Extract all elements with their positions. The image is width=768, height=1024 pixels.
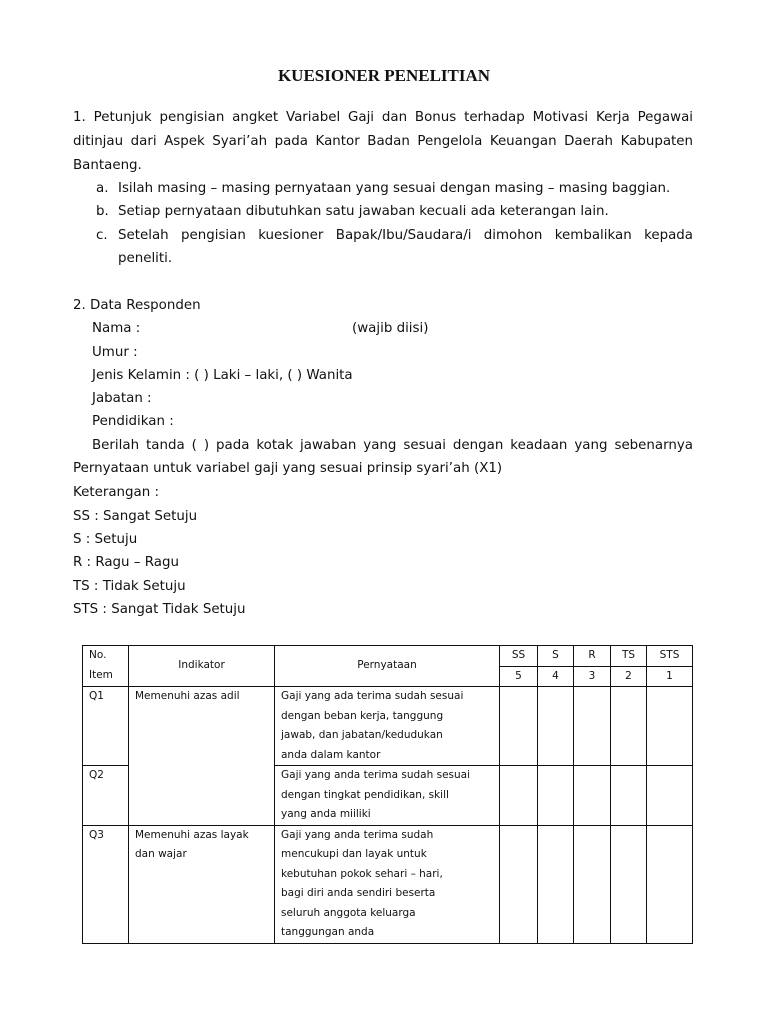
indicator-text: Memenuhi azas layak xyxy=(135,828,249,841)
statement-line: kebutuhan pokok sehari – hari, xyxy=(281,867,443,880)
indicator-text: dan wajar xyxy=(135,848,187,860)
document-title: KUESIONER PENELITIAN xyxy=(277,66,491,85)
header-indikator: Indikator xyxy=(129,646,275,687)
statement-line: bagi diri anda sendiri beserta xyxy=(281,887,436,899)
field-note-required: (wajib diisi) xyxy=(352,321,429,336)
table-row xyxy=(83,687,693,766)
legend-item: STS : Sangat Tidak Setuju xyxy=(73,602,246,617)
header-scale-score: 1 xyxy=(647,666,693,687)
field-label-jenis-kelamin: Jenis Kelamin : ( ) Laki – laki, ( ) Wanita xyxy=(92,368,353,383)
statement-line: Gaji yang ada terima sudah sesuai xyxy=(281,690,464,702)
item-number: Q3 xyxy=(83,825,129,943)
item-number: Q1 xyxy=(83,687,129,766)
header-scale-score: 2 xyxy=(611,666,647,687)
header-pernyataan: Pernyataan xyxy=(275,646,500,687)
answer-cell-ss[interactable] xyxy=(500,687,538,766)
header-scale-score: 5 xyxy=(500,666,538,687)
statement-line: dengan tingkat pendidikan, skill xyxy=(281,788,449,801)
statement-line: jawab, dan jabatan/kedudukan xyxy=(281,729,443,741)
legend-item: SS : Sangat Setuju xyxy=(73,509,198,524)
list-item-text: peneliti. xyxy=(118,251,173,266)
statement-line: Gaji yang anda terima sudah sesuai xyxy=(281,769,471,781)
statement-line: seluruh anggota keluarga xyxy=(281,906,416,919)
header-scale-label: TS xyxy=(611,646,647,667)
answer-cell-r[interactable] xyxy=(574,825,611,943)
list-marker: c. xyxy=(96,228,108,243)
statement-line: yang anda miiliki xyxy=(281,808,371,820)
statement-line: tanggungan anda xyxy=(281,926,375,938)
statement-cell xyxy=(275,825,500,943)
instruction-line: 1. Petunjuk pengisian angket Variabel Gaji dan Bonus terhadap Motivasi Kerja Pegawai xyxy=(73,110,693,125)
table-row xyxy=(83,825,693,943)
field-label-jabatan: Jabatan : xyxy=(92,391,152,406)
list-item-text: Setelah pengisian kuesioner Bapak/Ibu/Saudara/i dimohon kembalikan kepada xyxy=(118,228,693,243)
legend-item: R : Ragu – Ragu xyxy=(73,555,179,570)
answer-cell-ts[interactable] xyxy=(611,825,647,943)
indicator-text: Memenuhi azas adil xyxy=(135,690,240,702)
answer-cell-r[interactable] xyxy=(574,687,611,766)
answer-cell-ts[interactable] xyxy=(611,687,647,766)
indicator-cell xyxy=(129,687,275,766)
answer-cell-ts[interactable] xyxy=(611,766,647,826)
header-scale-score: 4 xyxy=(538,666,574,687)
answer-cell-s[interactable] xyxy=(538,766,574,826)
answer-cell-s[interactable] xyxy=(538,825,574,943)
header-scale-score: 3 xyxy=(574,666,611,687)
legend-item: S : Setuju xyxy=(73,532,138,547)
answer-cell-sts[interactable] xyxy=(647,766,693,826)
header-scale-label: S xyxy=(538,646,574,667)
header-scale-label: R xyxy=(574,646,611,667)
field-label-pendidikan: Pendidikan : xyxy=(92,414,174,429)
statement-line: dengan beban kerja, tanggung xyxy=(281,709,444,722)
answer-cell-ss[interactable] xyxy=(500,766,538,826)
legend-heading: Keterangan : xyxy=(73,485,159,500)
statement-line: Gaji yang anda terima sudah xyxy=(281,828,434,841)
header-scale-label: STS xyxy=(647,646,693,667)
indicator-cell xyxy=(129,825,275,943)
item-number: Q2 xyxy=(83,766,129,826)
field-label-umur: Umur : xyxy=(92,345,138,360)
questionnaire-table xyxy=(82,645,693,944)
table-row xyxy=(83,766,693,826)
statement-cell xyxy=(275,687,500,766)
instruction-line: ditinjau dari Aspek Syari’ah pada Kantor Badan Pengelola Keuangan Daerah Kabupaten xyxy=(73,134,693,149)
list-marker: b. xyxy=(96,204,109,219)
legend-item: TS : Tidak Setuju xyxy=(73,579,186,594)
instruction-line: Bantaeng. xyxy=(73,158,142,173)
statement-line: anda dalam kantor xyxy=(281,748,381,761)
answer-cell-sts[interactable] xyxy=(647,825,693,943)
header-label: No. xyxy=(89,649,107,661)
indicator-cell xyxy=(129,766,275,826)
variable-statement: Pernyataan untuk variabel gaji yang sesuai prinsip syari’ah (X1) xyxy=(73,461,503,476)
answer-cell-ss[interactable] xyxy=(500,825,538,943)
answer-cell-s[interactable] xyxy=(538,687,574,766)
section-heading: 2. Data Responden xyxy=(73,298,201,313)
header-label: Item xyxy=(89,668,113,681)
answer-cell-sts[interactable] xyxy=(647,687,693,766)
table-header-row xyxy=(83,646,693,667)
instruction-line: Berilah tanda ( ) pada kotak jawaban yang sesuai dengan keadaan yang sebenarnya xyxy=(92,438,693,453)
header-scale-label: SS xyxy=(500,646,538,667)
list-item-text: Setiap pernyataan dibutuhkan satu jawaban kecuali ada keterangan lain. xyxy=(118,204,609,219)
list-item-text: Isilah masing – masing pernyataan yang sesuai dengan masing – masing baggian. xyxy=(118,181,671,196)
statement-line: mencukupi dan layak untuk xyxy=(281,848,427,860)
list-marker: a. xyxy=(96,181,109,196)
field-label-nama: Nama : xyxy=(92,321,141,336)
answer-cell-r[interactable] xyxy=(574,766,611,826)
statement-cell xyxy=(275,766,500,826)
header-no-item xyxy=(83,646,129,687)
